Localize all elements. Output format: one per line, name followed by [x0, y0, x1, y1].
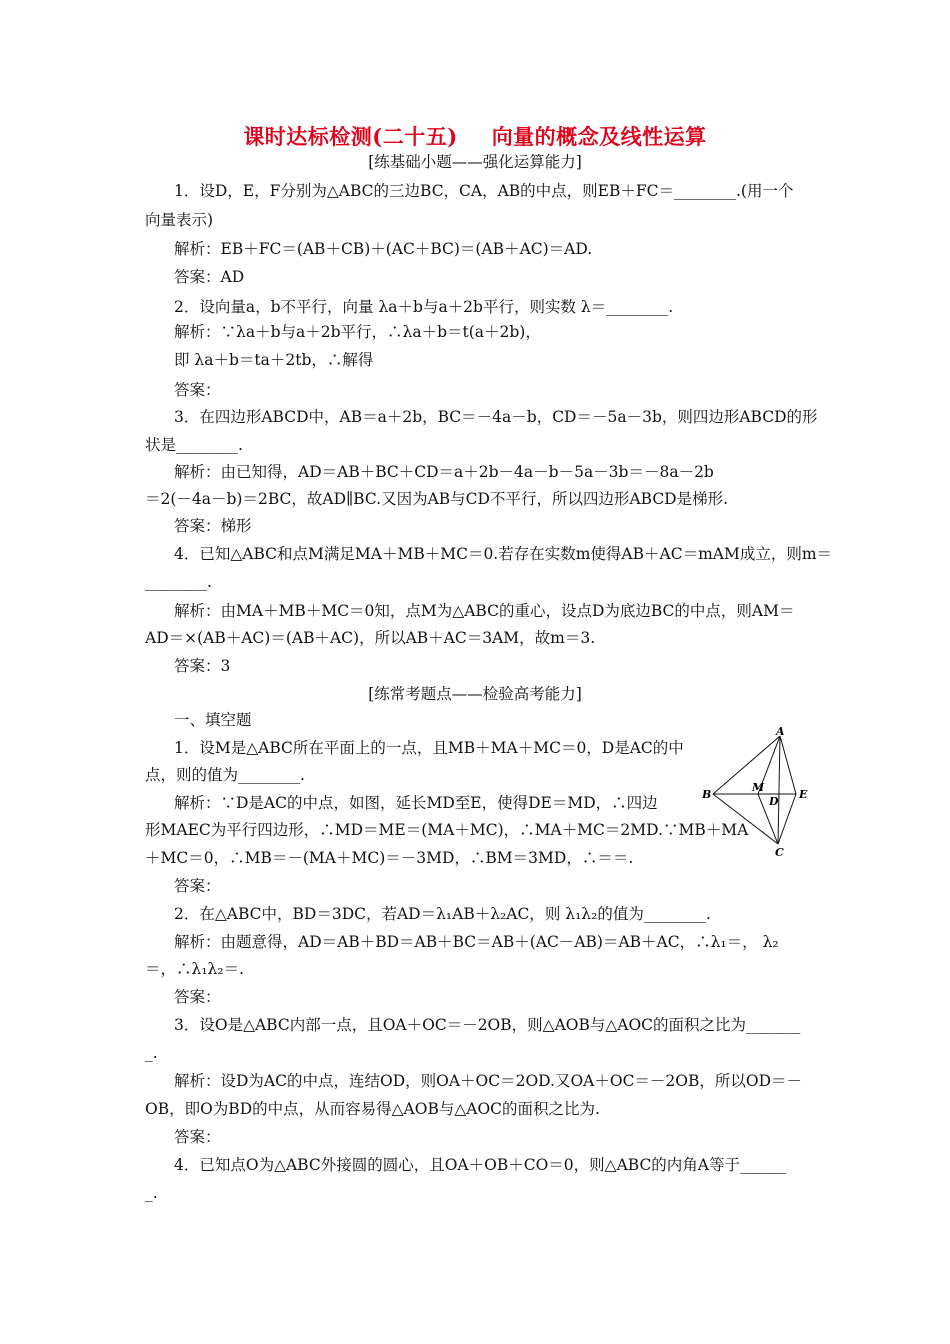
common-q3-solution-2: OB，即O为BD的中点，从而容易得△AOB与△AOC的面积之比为. [145, 1100, 600, 1118]
figure-label-a: A [776, 726, 785, 738]
page-title [0, 121, 950, 151]
common-q3-answer: 答案： [174, 1128, 221, 1146]
basic-p4-line1: 4．已知△ABC和点M满足MA＋MB＋MC＝0.若存在实数m使得AB＋AC＝mAM成立，则m＝ [174, 545, 833, 563]
common-q2-solution-2: ＝，∴λ₁λ₂＝. [145, 960, 245, 978]
figure-line-ae [780, 736, 796, 794]
basic-p4-solution-1: 解析：由MA＋MB＋MC＝0知，点M为△ABC的重心，设点D为底边BC的中点，则AM＝ [174, 602, 795, 620]
common-q1-line2: 点，则的值为________. [145, 766, 305, 784]
basic-p4-answer: 答案：3 [174, 657, 231, 675]
basic-p1-line2: 向量表示) [145, 211, 214, 229]
common-q1-solution-2: 形MAEC为平行四边形，∴MD＝ME＝(MA＋MC)，∴MA＋MC＝2MD.∵MB＋MA [145, 821, 749, 839]
title-part-1: 课时达标检测(二十五) [243, 124, 458, 149]
basic-p3-line2: 状是________. [145, 436, 243, 454]
figure-line-ac [778, 736, 780, 844]
basic-p3-solution-1: 解析：由已知得，AD＝AB＋BC＋CD＝a＋2b－4a－b－5a－3b＝－8a－2b [174, 463, 714, 481]
basic-p1-line1: 1．设D，E，F分别为△ABC的三边BC，CA，AB的中点，则EB＋FC＝________.(用一个 [174, 182, 794, 200]
fill-in-heading: 一、填空题 [174, 711, 252, 729]
basic-p3-solution-2: ＝2(－4a－b)＝2BC，故AD∥BC.又因为AB与CD不平行，所以四边形ABCD是梯形. [145, 490, 729, 508]
geometry-figure [697, 726, 817, 858]
common-q4-line1: 4．已知点O为△ABC外接圆的圆心，且OA＋OB＋CO＝0，则△ABC的内角A等于______ [174, 1156, 787, 1174]
common-q1-solution-1: 解析：∵D是AC的中点，如图，延长MD至E，使得DE＝MD，∴四边 [174, 794, 658, 812]
figure-label-e: E [799, 788, 808, 801]
basic-p3-answer: 答案：梯形 [174, 517, 252, 535]
figure-label-d: D [769, 795, 779, 808]
figure-label-c: C [775, 846, 784, 858]
common-q3-line1: 3．设O是△ABC内部一点，且OA＋OC＝－2OB，则△AOB与△AOC的面积之比为_______ [174, 1016, 801, 1034]
basic-p2-solution-2: 即 λa＋b＝ta＋2tb，∴解得 [174, 351, 374, 369]
basic-p4-solution-2: AD＝×(AB＋AC)＝(AB＋AC)，所以AB＋AC＝3AM，故m＝3. [145, 629, 596, 647]
section-basic-heading: [练基础小题——强化运算能力] [368, 153, 582, 171]
basic-p2-line1: 2．设向量a，b不平行，向量 λa＋b与a＋2b平行，则实数 λ＝________. [174, 298, 674, 316]
basic-p1-solution: 解析：EB＋FC＝(AB＋CB)＋(AC＋BC)＝(AB＋AC)＝AD. [174, 240, 593, 258]
common-q3-solution-1: 解析：设D为AC的中点，连结OD，则OA＋OC＝2OD.又OA＋OC＝－2OB，所以OD＝－ [174, 1072, 803, 1090]
basic-p2-answer: 答案： [174, 381, 221, 399]
common-q2-solution-1: 解析：由题意得，AD＝AB＋BD＝AB＋BC＝AB＋(AC－AB)＝AB＋AC，∴λ₁＝， λ₂ [174, 933, 779, 951]
common-q1-line1: 1．设M是△ABC所在平面上的一点，且MB＋MA＋MC＝0，D是AC的中 [174, 739, 684, 757]
figure-label-m: M [752, 781, 765, 794]
basic-p2-solution-1: 解析：∵λa＋b与a＋2b平行，∴λa＋b＝t(a＋2b)， [174, 323, 541, 341]
basic-p3-line1: 3．在四边形ABCD中，AB＝a＋2b，BC＝－4a－b，CD＝－5a－3b，则四边形ABCD的形 [174, 408, 818, 426]
section-common-heading: [练常考题点——检验高考能力] [368, 685, 582, 703]
title-part-2: 向量的概念及线性运算 [491, 124, 707, 149]
common-q1-answer: 答案： [174, 877, 221, 895]
common-q3-line2: _. [145, 1044, 158, 1062]
basic-p1-answer: 答案：AD [174, 268, 245, 286]
common-q2-answer: 答案： [174, 988, 221, 1006]
figure-label-b: B [702, 788, 712, 801]
figure-line-ab [713, 736, 780, 794]
common-q4-line2: _. [145, 1184, 158, 1202]
basic-p4-line2: ________. [145, 573, 212, 591]
common-q1-solution-3: ＋MC＝0，∴MB＝－(MA＋MC)＝－3MD，∴BM＝3MD，∴＝＝. [145, 849, 634, 867]
figure-line-ec [778, 794, 796, 844]
common-q2-line1: 2．在△ABC中，BD＝3DC，若AD＝λ₁AB＋λ₂AC，则 λ₁λ₂的值为________. [174, 905, 711, 923]
